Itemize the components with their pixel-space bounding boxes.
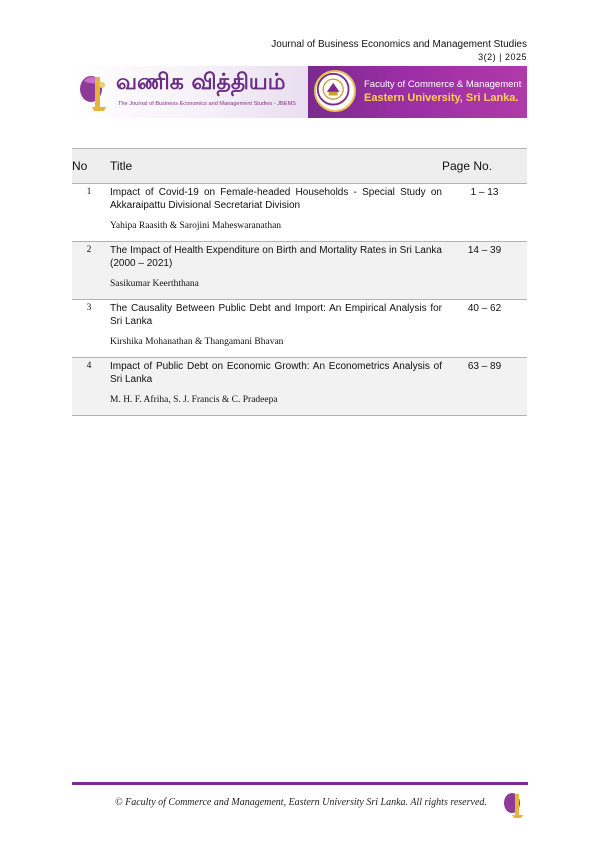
footer-divider <box>72 782 528 785</box>
header-no: No <box>72 149 106 184</box>
university-name: Eastern University, Sri Lanka. <box>364 92 519 104</box>
banner-brand-panel <box>72 66 308 118</box>
banner-faculty-panel <box>308 66 527 118</box>
journal-banner <box>72 66 527 118</box>
article-pages: 63 – 89 <box>467 361 502 372</box>
article-authors: Kirshika Mohanathan & Thangamani Bhavan <box>110 337 284 347</box>
brand-name-tamil: வணிக வித்தியம் <box>116 70 286 95</box>
footer-copyright: © Faculty of Commerce and Management, Eastern University Sri Lanka. All rights reserved. <box>115 797 487 808</box>
article-pages: 1 – 13 <box>470 187 499 198</box>
article-title: Impact of Public Debt on Economic Growth: An Econometrics Analysis of Sri Lanka <box>110 361 442 385</box>
journal-logo-icon <box>78 71 110 113</box>
article-pages: 14 – 39 <box>467 245 502 256</box>
university-seal-icon <box>314 70 356 112</box>
footer-journal-logo-icon <box>502 790 526 820</box>
article-authors: M. H. F. Afriha, S. J. Francis & C. Pradeepa <box>110 395 278 405</box>
article-number: 2 <box>86 245 92 255</box>
article-pages: 40 – 62 <box>467 303 502 314</box>
article-number: 1 <box>86 187 92 197</box>
article-title: The Causality Between Public Debt and Import: An Empirical Analysis for Sri Lanka <box>110 303 442 327</box>
journal-name: Journal of Business Economics and Management Studies <box>271 39 527 50</box>
article-number: 4 <box>86 361 92 371</box>
article-title: The Impact of Health Expenditure on Birth and Mortality Rates in Sri Lanka (2000 – 2021) <box>110 245 442 269</box>
table-row <box>72 242 527 300</box>
table-row <box>72 358 527 416</box>
article-title: Impact of Covid-19 on Female-headed Households - Special Study on Akkaraipattu Divisional Secretariat Division <box>110 187 442 211</box>
table-of-contents <box>72 148 527 416</box>
article-authors: Yahipa Raasith & Sarojini Maheswaranathan <box>110 221 282 231</box>
brand-subtitle: The Journal of Business Economics and Management Studies - JBEMS <box>118 101 296 107</box>
issue-number: 3(2) | 2025 <box>478 52 527 62</box>
running-header <box>271 38 527 64</box>
table-row <box>72 300 527 358</box>
toc-header-row <box>72 149 527 184</box>
header-page: Page No. <box>442 149 527 184</box>
article-authors: Sasikumar Keerththana <box>110 279 199 289</box>
header-title: Title <box>106 149 442 184</box>
table-row <box>72 184 527 242</box>
article-number: 3 <box>86 303 92 313</box>
faculty-name: Faculty of Commerce & Management <box>364 79 522 90</box>
